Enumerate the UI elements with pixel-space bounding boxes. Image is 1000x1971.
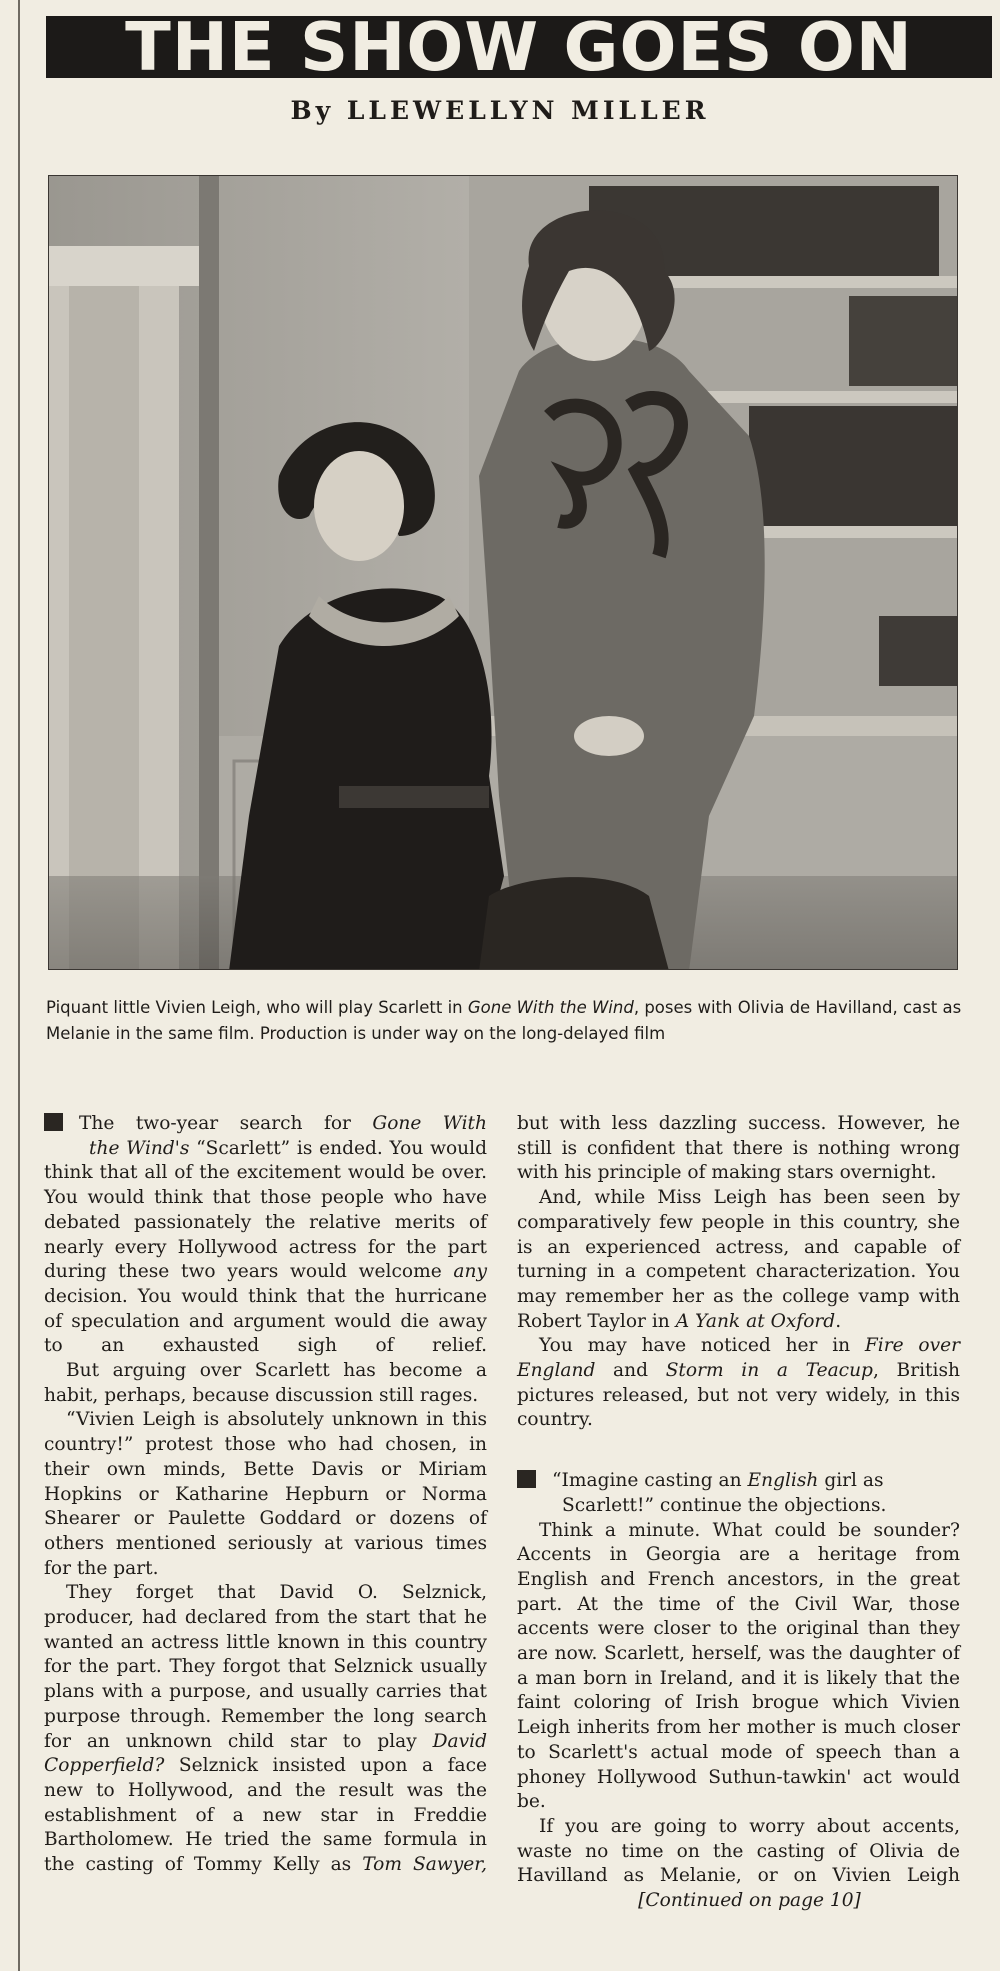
paragraph-text: “Scarlett” is ended. You — [189, 1137, 424, 1159]
paragraph-text: They forget that David O. Selznick, producer, had declared from the start that he wanted an actress little known in this country for the part. They forgot that Selznick usually plans with a purpose, and usually carries that purpose through. Remember the long search for an unknown child star to play — [44, 1582, 487, 1752]
paragraph-text: “Imagine casting an — [552, 1470, 748, 1492]
film-title: the Wind's — [89, 1137, 190, 1159]
paragraph: Think a minute. What could be sounder? Accents in Georgia are a heritage from English and French ancestors, in the great part. At the time of the Civil War, those accents were closer to the original than they are now. Scarlett, herself, was the daughter of a man born in Ireland, and it is likely that the faint coloring of Irish brogue which Vivien Leigh inherits from her mother is much closer to Scarlett's actual mode of speech than a phoney Hollywood Suthun-tawkin' act would be. — [517, 1519, 960, 1813]
continued-note — [517, 1889, 960, 1914]
paragraph-text: . — [835, 1310, 842, 1332]
paragraph-text: , British pictures released, but not very widely, in this country. — [517, 1360, 960, 1431]
paragraph-text: The two-year search for — [79, 1113, 373, 1134]
section-bullet-icon — [44, 1113, 63, 1131]
paragraph-text: girl as — [818, 1470, 884, 1492]
paragraph-text: decision. You would think that the hurricane of speculation and argument would die away to an exhausted sigh of relief. — [44, 1285, 487, 1357]
emphasis: any — [453, 1261, 487, 1283]
paragraph-text — [44, 1138, 423, 1159]
paragraph: but with less dazzling success. However, he still is confident that there is nothing wrong with his principle of making stars overnight. — [517, 1113, 960, 1184]
paragraph: But arguing over Scarlett has become a habit, perhaps, because discussion still rages. — [44, 1360, 487, 1406]
continued-on-page-link: [Continued on page 10] — [638, 1890, 861, 1912]
paragraph — [517, 1334, 960, 1433]
page-left-rule — [18, 0, 20, 1971]
film-title: David Copperfield? — [44, 1730, 487, 1777]
film-title: Tom Sawyer, — [362, 1854, 487, 1876]
article-column-left — [44, 1112, 487, 1878]
photo-two-women-bookshelf-icon — [49, 176, 958, 970]
caption-text-2: , poses with Olivia de Havilland, cast as Melanie in the same film. Production is under way on the long-delayed film — [46, 998, 962, 1043]
article-photo — [48, 175, 958, 970]
paragraph — [517, 1186, 960, 1334]
caption-film-title: Gone With the Wind — [467, 998, 634, 1017]
paragraph: “Vivien Leigh is absolutely unknown in this country!” protest those who had chosen, in their own minds, Bette Davis or Miriam Hopkins or Katharine Hepburn or Norma Shearer or Paulette Goddard or dozens of others mentioned seriously at various times for the part. — [44, 1409, 487, 1579]
section-gap — [517, 1433, 960, 1469]
paragraph — [517, 1469, 960, 1518]
film-title: Fire over England — [517, 1335, 961, 1382]
paragraph-text: would think that all of the excitement would be over. You would think that those people who have debated passionately the relative merits of nearly every Hollywood actress for the part during these two years would welcome — [44, 1137, 487, 1283]
paragraph-text: You may have noticed her in — [539, 1335, 865, 1357]
photo-caption — [46, 995, 966, 1047]
article-column-right — [517, 1112, 960, 1914]
film-title: Storm in a Teacup — [665, 1360, 873, 1382]
paragraph-text: And, while Miss Leigh has been seen by comparatively few people in this country, she is an experienced actress, and capable of turning in a competent characterization. You may remember her as the college vamp with Robert Taylor in — [517, 1187, 960, 1332]
paragraph-text: and — [595, 1360, 666, 1382]
paragraph: If you are going to worry about accents, waste no time on the casting of Olivia de Havilland as Melanie, or on Vivien Leigh — [517, 1815, 960, 1887]
paragraph — [44, 1581, 487, 1877]
section-bullet-icon — [517, 1470, 536, 1488]
paragraph — [44, 1112, 487, 1359]
headline-banner — [46, 16, 992, 78]
caption-text-1: Piquant little Vivien Leigh, who will play Scarlett in — [46, 998, 468, 1017]
film-title: A Yank at Oxford — [675, 1310, 836, 1332]
paragraph-text: Selznick insisted upon a face new to Hollywood, and the result was the establishment of a new star in Freddie Bartholomew. He tried the same formula in the casting of Tommy Kelly as — [44, 1755, 487, 1876]
film-title: Gone With — [372, 1113, 487, 1134]
headline: THE SHOW GOES ON — [125, 16, 913, 78]
emphasis: English — [747, 1470, 819, 1492]
byline: By LLEWELLYN MILLER — [290, 96, 710, 125]
paragraph-text: Scarlett!” continue the objections. — [562, 1494, 887, 1516]
